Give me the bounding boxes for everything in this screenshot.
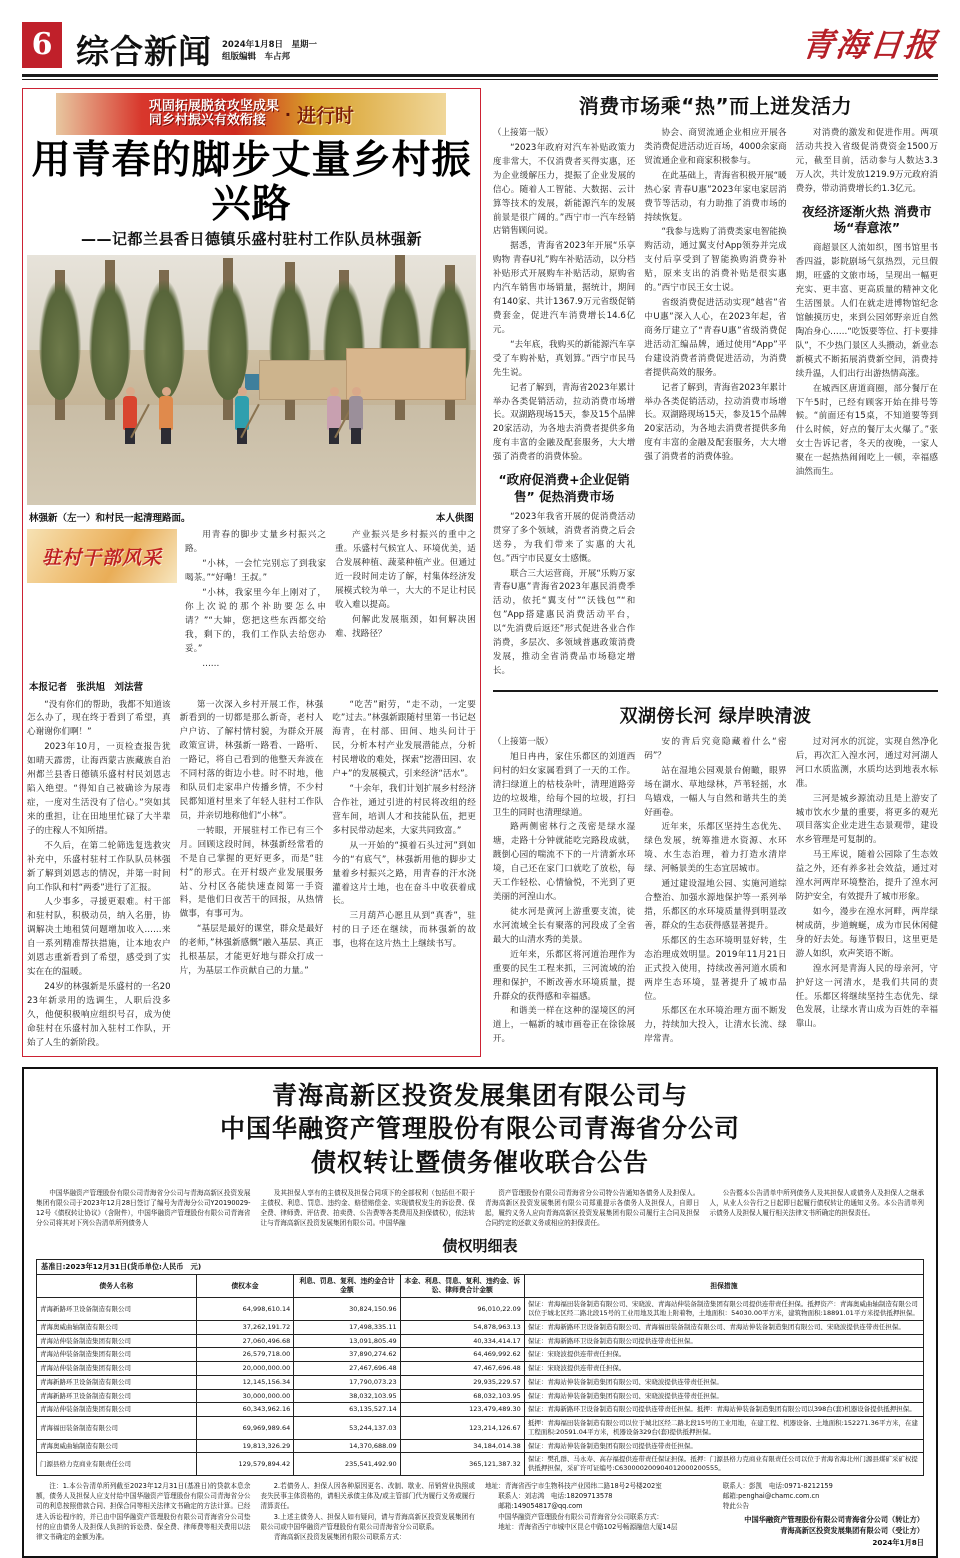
table-row xyxy=(37,1453,924,1476)
cell-principal: 26,579,718.00 xyxy=(196,1348,294,1362)
article2-col-0 xyxy=(493,127,635,680)
paragraph: 人少事多，寻援更艰难。村干部和驻村队，积极动员，纳入名册，协调解决土地租赁问题增加收入……来自一系列精准帮扶措施，让本地农户刘恩志重新看到了希望，感受到了实实在在的温暖。 xyxy=(27,897,171,978)
table-row xyxy=(37,1362,924,1376)
paragraph: “小林，一会忙完别忘了到我家喝茶。”“好嘞！王叔。” xyxy=(185,559,326,584)
signature-transferor: 中国华融资产管理股份有限公司青海省分公司（转让方） xyxy=(744,1514,924,1524)
paragraph: 马王库说，随着公园除了生态效益之外，还有养多社会效益，通过对湟水河两岸环境整治，提升了湟水河防护安全，有效提升了城市形象。 xyxy=(795,850,939,903)
cell-principal: 12,145,156.34 xyxy=(196,1375,294,1389)
column-logo-row xyxy=(27,529,476,672)
cell-total: 365,121,387.32 xyxy=(400,1453,524,1476)
feature-col-0 xyxy=(27,699,171,1052)
contact-heading-transferor: 中国华融资产管理股份有限公司青海省分公司联系方式： xyxy=(498,1512,664,1521)
cell-guarantee: 保证：青海站伸装备制造集团有限公司、宋晓波提供连带责任担保。 xyxy=(524,1375,923,1389)
debt-table-basis-date: 基准日:2023年12月31日(货币单位:人民币 元) xyxy=(36,1259,924,1274)
cell-guarantee: 保证：青海新路环卫设备制造有限公司提供连带责任担保。 xyxy=(524,1334,923,1348)
cell-interest: 27,467,696.48 xyxy=(294,1362,400,1376)
notice-title-line-1: 青海高新区投资发展集团有限公司与 xyxy=(271,1080,688,1110)
cell-total: 68,032,103.95 xyxy=(400,1389,524,1403)
notes-col-1 xyxy=(261,1481,476,1548)
paragraph: 联合三大运营商，开展“乐购万家 青春U惠”青海省2023年惠民消费季活动，依托“翼支付”“沃钱包”“和包”App搭建惠民消费活动平台，以“先消费后返还”形式促进各业合作消费，多层次、多领域普惠政策消费发展，推动全省消费品市场稳定增长。 xyxy=(492,568,636,677)
legal-notice xyxy=(22,1067,938,1558)
notice-intro xyxy=(36,1188,924,1228)
notice-footer xyxy=(36,1481,924,1548)
paragraph: 通过建设湿地公园、实施河道综合整治、加强水源地保护等一系列举措，乐都区的水环境质量得到明显改善，群众的生态获得感显著提升。 xyxy=(644,879,787,931)
table-row xyxy=(37,1298,924,1321)
cell-guarantee: 保证：青海站伸装备制造集团有限公司、宋晓波提供连带责任担保。 xyxy=(524,1389,923,1403)
article2-body xyxy=(493,127,938,680)
cell-interest: 37,890,274.62 xyxy=(294,1348,400,1362)
col-debtor: 债务人名称 xyxy=(37,1274,197,1297)
note-2: 2.若债务人、担保人因各种原因更名、改制、歇业、吊销营业执照或丧失民事主体资格的，请相关承债主体及/或主管部门代为履行义务或履行清算责任。 xyxy=(260,1481,475,1511)
notice-closing: 特此公告 xyxy=(722,1502,750,1511)
notice-title-line-3: 债权转让暨债务催收联合公告 xyxy=(310,1148,649,1178)
campaign-banner-tag: 进行时 xyxy=(296,104,354,127)
paragraph: 第一次深入乡村开展工作，林强新看到的一切都是那么新奇，老村人户户访、了解村情村貌，为群众开展政策宣讲，林强新一路看、一路听、一路记，将自己看到的他整天奔波在不同村落的街边小巷。时不时地，他和队员们走家串户传播乡情，不少村民都知道村里来了年轻人驻村工作队员，并亲切地称他们“小林”。 xyxy=(179,699,324,821)
notice-title xyxy=(36,1079,924,1180)
table-row xyxy=(37,1320,924,1334)
debt-table-body xyxy=(37,1298,924,1476)
page-number-badge: 6 xyxy=(22,22,62,68)
paragraph: 三月葫芦心愿且从到“真香”，驻村的日子还在继续，而林强新的故事，也将在这片热土上继续书写。 xyxy=(332,911,476,950)
tree-icon xyxy=(55,270,65,420)
paragraph: 省级消费促进活动实现“越省”省中U惠”深入人心，在2023年起，省商务厅建立了“青春U惠”省级消费促进活动汇编品牌，通过使用“App”平台建设消费者消费促进活动，为消费者提供高效的服务。 xyxy=(644,298,787,378)
photo-caption-row xyxy=(27,505,476,527)
notes-col-0 xyxy=(36,1481,251,1548)
paragraph: 路两侧密林行之茂密是绿水湿塘，走路十分钟就能吃完路段成就，踱倒心园的喘流不下的一片清新水环境，自己还在家门口就吃了放松，每天工作轻松、心情愉悦，不光到了更美丽的河湟山水。 xyxy=(492,822,636,903)
cell-guarantee: 保证：青海新路环卫设备制造有限公司提供连带责任担保。抵押：青海站伸装备制造集团有限公司以398台(套)机器设备提供抵押担保。 xyxy=(524,1403,923,1417)
feature-headline: 用青春的脚步丈量乡村振兴路 xyxy=(31,138,472,227)
cell-principal: 27,060,496.68 xyxy=(196,1334,294,1348)
col-total: 本金、利息、罚息、复利、违约金、诉讼、律师费合计金额 xyxy=(400,1274,524,1297)
paragraph: “去年底，我购买的新能源汽车享受了车购补贴，真划算。”西宁市民马先生说。 xyxy=(492,339,636,378)
cell-guarantee: 保证：宋晓波提供连带责任担保。 xyxy=(524,1348,923,1362)
cell-total: 54,878,963.13 xyxy=(400,1320,524,1334)
article3-headline: 双湖傍长河 绿岸映清波 xyxy=(619,705,812,727)
col-guarantee: 担保措施 xyxy=(524,1274,923,1297)
feature-col-2 xyxy=(332,699,476,1052)
cell-total: 123,214,126.67 xyxy=(400,1417,524,1440)
debt-table-title: 债权明细表 xyxy=(442,1236,518,1255)
paragraph: 不久后，在第二轮筛选复选救灾补充中，乐盛村驻村工作队队员林强新了解到刘恩志的情况，并第一时间向工作队和村“两委”进行了汇报。 xyxy=(27,840,171,893)
cell-principal: 19,813,326.29 xyxy=(196,1439,294,1453)
section-divider xyxy=(493,690,938,692)
paragraph: 站在湿地公园观景台俯瞰，眼界场在湖水、草地绿林，芦苇轻摇，水鸟嬉戏，一幅人与自然和谐共生的美好画卷。 xyxy=(644,765,787,818)
table-row xyxy=(37,1403,924,1417)
campaign-banner-text xyxy=(149,100,279,127)
paper-logo: 青海日报 xyxy=(799,26,940,64)
article3-col-2 xyxy=(796,736,938,1048)
feature-col-1 xyxy=(180,699,324,1052)
layout-editor: 组版编辑 车占邦 xyxy=(222,52,291,63)
worker-figure xyxy=(123,396,137,430)
article2-subhead-1: 夜经济逐渐火热 消费市场“春意浓” xyxy=(802,203,932,236)
cell-interest: 17,498,335.11 xyxy=(294,1320,400,1334)
paragraph: 公告暨本公告清单中所列债务人及其担保人或债务人及担保人之继承人，从业人公告行之日起即日起履行债权转让的通知义务。本公告清单列示债务人及担保人履行相关法律文书所确定的担保责任。 xyxy=(709,1188,924,1217)
table-row xyxy=(37,1348,924,1362)
cell-interest: 38,032,103.95 xyxy=(294,1389,400,1403)
page-content xyxy=(0,80,960,1057)
paragraph: 湟水河是青海人民的母亲河，守护好这一河清水，是我们共同的责任。乐都区将继续坚持生态优先、绿色发展，让绿水青山成为百姓的幸福靠山。 xyxy=(795,963,939,1030)
feature-col-1-top xyxy=(185,529,326,672)
cell-principal: 60,343,962.16 xyxy=(196,1403,294,1417)
debt-table xyxy=(36,1274,924,1476)
article2-headline: 消费市场乘“热”而上迸发活力 xyxy=(578,94,853,118)
photo-caption-text: 林强新（左一）和村民一起清理路面。 xyxy=(29,513,191,525)
paragraph: 资产管理股份有限公司青海省分公司特公告通知各债务人及担保人。青海高新区投资发展集团有限公司郑重提示各债务人及担保人，自即日起，履约义务人应向青海高新区投资发展集团有限公司履行主合同及担保合同约定的还款义务或相应的担保责任。 xyxy=(485,1188,700,1227)
cell-principal: 129,579,894.42 xyxy=(196,1453,294,1476)
paragraph: 产业振兴是乡村振兴的重中之重。乐盛村气候宜人、环境优美，适合发展种植、蔬菜种植产业。但通过近一段时间走访了解，村集体经济发展模式较为单一，大大的不足让村民收入难以提高。 xyxy=(334,530,476,610)
cell-principal: 64,998,610.14 xyxy=(196,1298,294,1321)
paragraph: “2023年政府对汽车补贴政策力度非常大，不仅消费者买得实惠，还为企业缓解压力，提振了企业发展的信心。随着人工智能、大数据、云计算等技术的发展，新能源汽车的发展前景是很广阔的。”西宁市一汽车经销店销售顾问说。 xyxy=(492,142,636,237)
cell-guarantee: 保证：青海站伸装备制造集团有限公司提供连带责任担保。 xyxy=(524,1439,923,1453)
paragraph: 在此基础上，青海省积极开展“暖热心家 青春U惠”2023年家电家居消费节等活动，有力助推了消费市场的持续恢复。 xyxy=(644,170,787,223)
paragraph: 协会、商贸流通企业相应开展各类消费促进活动近百场，4000余家商贸流通企业和商家积极参与。 xyxy=(644,128,787,166)
paragraph: 记者了解到，青海省2023年累计举办各类促销活动，拉动消费市场增长。双湖路现场15天，参及15个品牌20家活动，为各地去消费者提供多角度有丰富的金融及配套服务，大大增强了消费者的消费体验。 xyxy=(644,382,787,463)
cell-guarantee: 保证：青海新路环卫设备制造有限公司、青海福田装备制造有限公司、青海站伸装备制造集团有限公司、宋晓波提供连带责任担保。 xyxy=(524,1320,923,1334)
notes-col-3 xyxy=(710,1481,925,1548)
article2-subhead-0: “政府促消费+企业促销售” 促热消费市场 xyxy=(498,472,630,504)
cell-interest: 63,135,527.14 xyxy=(294,1403,400,1417)
worker-figure xyxy=(327,396,341,430)
cell-interest: 13,091,805.49 xyxy=(294,1334,400,1348)
table-header-row xyxy=(37,1274,924,1297)
paragraph: 一转眼，开展驻村工作已有三个月。回顾这段时间，林强新经常看的不是自己掌握的更好更多，而是“驻村”的形式。在开村级产业发展服务站、分村区各能快速查阅第一手资料，是他们日夜苦干的回报，从热情做事，有事可为。 xyxy=(179,825,324,920)
paragraph: “吃苦”耐劳，“走不动，一定要吃”过去。”林强新跟随村里第一书记赵海青，在村部、田间、地头问计于民，分析本村产业发展潜能点，分析村民增收的难处，探索“挖潜田园、农户+”的发展模式，引来经济“活水”。 xyxy=(332,699,476,780)
cell-total: 96,010,22.09 xyxy=(400,1298,524,1321)
campaign-banner-line2: 同乡村振兴有效衔接 xyxy=(148,113,266,128)
paragraph: 乐都区的生态环境明显好转，生态治理成效明显。2019年11月21日正式投入使用，持续改善河道水质和两岸生态环境，显著提升了城市品位。 xyxy=(644,935,787,1002)
cell-total: 64,469,992.62 xyxy=(400,1348,524,1362)
worker-figure xyxy=(349,396,363,430)
cell-debtor: 青海福田装备制造有限公司 xyxy=(37,1417,197,1440)
paragraph: 对消费的激发和促进作用。两项活动共投入省级促消费资金1500万元，截至目前，活动参与人数达3.3万人次，共计发放1219.9万元政府消费券，带动消费增长约1.3亿元。 xyxy=(795,128,939,194)
paragraph: 徒水河是黄河上游重要支流，徒水河流域全长有聚落的河段成了全省最大的山清水秀的美景。 xyxy=(492,907,636,945)
cell-total: 47,467,696.48 xyxy=(400,1362,524,1376)
article3-body xyxy=(493,736,938,1048)
table-row xyxy=(37,1375,924,1389)
article3-col-0 xyxy=(493,736,635,1048)
contact-person-acquirer: 联系人：刘志鸿 电话:18209713578 xyxy=(498,1492,613,1501)
paragraph: 三河是城乡源流动且是上游安了城市饮水少量的重要，将更多的观光项目落实企业走进生态景观带，建设水乡管理是可复制的。 xyxy=(795,793,939,846)
cell-interest: 14,370,688.09 xyxy=(294,1439,400,1453)
article2-col-2 xyxy=(796,127,938,680)
table-row xyxy=(37,1439,924,1453)
photo-credit: 本人供图 xyxy=(435,513,474,525)
note-1: 注：1.本公告清单所列截至2023年12月31日(基准日)的贷款本息余额，债务人及担保人应支付给中国华融资产管理股份有限公司青海省分公司的利息按照借款合同、担保合同等相关法律文书确定的方法计算。已经进入诉讼程序的，并已由中国华融资产管理股份有限公司青海省分公司垫付的应由债务人及担保人负担的诉讼费、保全费、律师费等相关费用以法律文书确定的金额为准。 xyxy=(36,1481,251,1542)
cell-interest: 30,824,150.96 xyxy=(294,1298,400,1321)
cell-guarantee: 保证：青海福田装备制造有限公司、宋晓波、青海站伸装备制造集团有限公司提供连带责任担保。抵押资产：青海奥威曲轴制造有限公司以位于城北区经二路北段15号的工业用地及其地上附着物，土地面积：54030.00平方米，建筑物面积:18891.01平方米提供抵押担保。 xyxy=(524,1298,923,1321)
article3-col-1 xyxy=(644,736,786,1048)
continued-note: （上接第一版） xyxy=(492,128,554,138)
cell-principal: 30,000,000.00 xyxy=(196,1389,294,1403)
paragraph: 商超景区人流如织，图书馆里书香四溢，影院剧场气氛热烈，元旦假期，旺盛的文旅市场，呈现出一幅更充实、更丰富、更高质量的精神文化生活图景。人们在就走进博物馆纪念馆触摸历史，来到公园郊野亲近自然陶冶身心……“吃饭要等位、打卡要排队”，不少热门景区人头攒动，新业态新模式不断拓展消费新空间，消费持续升温，人们出行出游热情高涨。 xyxy=(795,243,939,379)
contact-address-acquirer: 地址：青海省西宁市生物科技产业园纬二路18号2号楼202室 xyxy=(485,1481,662,1490)
cell-debtor: 青海新路环卫设备制造有限公司 xyxy=(37,1389,197,1403)
column-logo-text: 驻村干部风采 xyxy=(41,546,162,569)
cell-interest: 17,790,073.23 xyxy=(294,1375,400,1389)
paragraph: 从一开始的“摸着石头过河”到如今的“有底气”，林强新用他的脚步丈量着乡村振兴之路，用青春的汗水浇灌着这片土地，也在奋斗中收获着成长。 xyxy=(332,840,476,907)
campaign-banner-line1: 巩固拓展脱贫攻坚成果 xyxy=(148,99,279,115)
table-row xyxy=(37,1417,924,1440)
continued-note: （上接第一版） xyxy=(492,736,554,747)
tree-icon xyxy=(105,260,115,420)
cell-principal: 37,262,191.72 xyxy=(196,1320,294,1334)
cell-total: 34,184,014.38 xyxy=(400,1439,524,1453)
cell-principal: 20,000,000.00 xyxy=(196,1362,294,1376)
signature-acquirer: 青海高新区投资发展集团有限公司（受让方） xyxy=(780,1526,924,1536)
note-3: 3.上述主债务人、担保人如有疑问，请与青海高新区投资发展集团有限公司或中国华融资产管理股份有限公司青海省分公司联系。 xyxy=(260,1512,475,1531)
paragraph: 安的背后究竟隐藏着什么“密码”？ xyxy=(644,736,787,761)
table-row xyxy=(37,1334,924,1348)
cell-guarantee: 保证：樊孔群、马永寿、高存福提供连带责任保证担保。抵押：门源县格力克商业有限责任公司以位于青海省海北州门源县煤矿采矿权提供抵押担保，采矿许可证编号:C630000200904012000200555。 xyxy=(524,1453,923,1476)
cell-debtor: 青海奥威曲轴制造有限公司 xyxy=(37,1320,197,1334)
cell-debtor: 青海站伸装备制造集团有限公司 xyxy=(37,1403,197,1417)
paragraph: “十余年，我们计划扩展乡村经济合作社，通过引进的村民将改组的经营车间，培训人才和技能队伍，把更多村民带动起来，大家共同致富。” xyxy=(332,784,476,836)
cell-interest: 53,244,137.03 xyxy=(294,1417,400,1440)
notice-signatures xyxy=(710,1514,925,1549)
contact-email-transferor: 邮箱:penghai@chamc.com.cn xyxy=(722,1492,820,1501)
paragraph: 近年来，乐都区坚持生态优先、绿色发展，统筹推进水资源、水环境、水生态治理，着力打造水清岸绿、河畅景美的生态宜居城市。 xyxy=(644,822,787,875)
cell-debtor: 青海奥威曲轴制造有限公司 xyxy=(37,1439,197,1453)
contact-person-transferor: 联系人：彭凯 电话:0971-8212159 xyxy=(722,1481,833,1490)
masthead xyxy=(0,0,960,72)
paragraph: 2023年10月，一页检查报告犹如晴天霹雳，让海西蒙古族藏族自治州都兰县香日德镇乐盛村村民刘恩志陷入绝望。“得知自己被确诊为尿毒症，一度对生活没有了信心。”突如其来的重担，让在田地里忙碌了大半辈子的庄稼人不知所措。 xyxy=(27,742,171,836)
right-articles xyxy=(493,88,938,1057)
cell-total: 123,479,489.30 xyxy=(400,1403,524,1417)
building-icon xyxy=(346,348,466,400)
contact-heading-acquirer: 青海高新区投资发展集团有限公司联系方式： xyxy=(273,1533,406,1542)
col-principal: 债权本金 xyxy=(196,1274,294,1297)
contact-address-transferor: 地址：青海省西宁市城中区昆仑中路102号畅源融信大厦14层 xyxy=(498,1522,678,1531)
feature-photo xyxy=(27,255,476,505)
cell-debtor: 青海新路环卫设备制造有限公司 xyxy=(37,1375,197,1389)
cell-total: 40,334,414.17 xyxy=(400,1334,524,1348)
paragraph: “我参与选购了消费类家电智能换购活动，通过翼支付App领券并完成支付后享受到了智能换购消费券补贴，原来支出的消费补贴是很实惠的。”西宁市民王女士说。 xyxy=(644,227,787,294)
paragraph: “2023年我省开展的促消费活动贯穿了多个领域，消费者消费之后会送券，为我们带来了实惠的大礼包。”西宁市民夏女士感慨。 xyxy=(492,511,636,564)
feature-article xyxy=(22,88,481,1057)
cell-guarantee: 保证：宋晓波提供连带责任担保。 xyxy=(524,1362,923,1376)
paragraph: 中国华融资产管理股份有限公司青海省分公司与青海高新区投资发展集团有限公司于2023年12月28日签订了编号为青海分公司Y20190029-12号《债权转让协议》（含附件），中国华融资产管理股份有限公司青海省分公司将其对下列公告清单所列债务人 xyxy=(36,1188,251,1227)
feature-body xyxy=(27,699,476,1052)
cell-principal: 69,969,989.64 xyxy=(196,1417,294,1440)
article2-col-1 xyxy=(644,127,786,680)
paragraph: 24岁的林强新是乐盛村的一名2023年新录用的选调生，人职后没多久，他便积极响应组织号召，成为使命驻村在乐盛村加入驻村工作队，开始了人生的新阶段。 xyxy=(27,982,171,1048)
campaign-banner xyxy=(56,93,446,135)
paragraph: 何解此发展瓶颈，如何解决困难、找路径？ xyxy=(334,614,476,639)
paragraph: 和谐美一样在这种的湿境区的河道上，一幅新的城市画卷正在徐徐展开。 xyxy=(492,1006,636,1045)
paragraph: “基层是最好的课堂，群众是最好的老师，”林强新感慨“融入基层、真正扎根基层，才能更好地与群众打成一片，为基层工作贡献自己的力量。” xyxy=(179,924,324,977)
cell-total: 29,935,229.57 xyxy=(400,1375,524,1389)
banner-dot-icon: · xyxy=(284,104,291,124)
paragraph: 用青春的脚步丈量乡村振兴之路。 xyxy=(185,530,326,555)
feature-frame xyxy=(22,88,481,1057)
paragraph: 如今，漫步在湟水河畔，两岸绿树成荫，步道蜿蜒，成为市民休闲健身的好去处。每逢节假日，这里更是游人如织，欢声笑语不断。 xyxy=(795,907,939,959)
paragraph: 过对河水的沉淀，实现自然净化后，再次汇入湟水河，通过对河湖人河口水质监测，水质均达到地表水标准。 xyxy=(795,736,939,789)
cell-debtor: 青海新路环卫设备制造有限公司 xyxy=(37,1298,197,1321)
paragraph: …… xyxy=(202,658,220,669)
table-row xyxy=(37,1389,924,1403)
paragraph: 旭日冉冉，家住乐都区的刘道西问村的妇女家属看到了一天的工作。清扫绿道上的枯枝杂叶，清理道路旁边的垃圾堆，给每个园的垃圾，打扫卫生的同时也清理绿道。 xyxy=(492,751,636,818)
section-title: 综合新闻 xyxy=(76,32,212,71)
col-interest: 利息、罚息、复利、违约金合计金额 xyxy=(294,1274,400,1297)
paragraph: 记者了解到，青海省2023年累计举办各类促销活动，拉动消费市场增长。双湖路现场15天，参及15个品牌20家活动，为各地去消费者提供多角度有丰富的金融及配套服务，大大增强了消费者的消费体验。 xyxy=(492,382,636,463)
notes-col-2 xyxy=(485,1481,700,1548)
paragraph: 近年来，乐都区将河道治理作为重要的民生工程来抓，三河流域的治理和保护，不断改善水环境质量，提升群众的获得感和幸福感。 xyxy=(492,949,636,1002)
tree-icon xyxy=(223,258,233,420)
paragraph: 据悉，青海省2023年开展“乐享购物 青春U礼”购车补贴活动，以分档补贴形式开展购车补贴活动，原购省内汽车销售市场销量，据统计，期间有140家、共计1367.9万元省级促销费套金，促进汽车消费增长14.6亿元。 xyxy=(492,241,636,335)
feature-subheadline: ——记都兰县香日德镇乐盛村驻村工作队员林强新 xyxy=(80,230,422,249)
paragraph: “没有你们的帮助，我都不知道该怎么办了，现在终于看到了希望，真心谢谢你们啊！” xyxy=(27,699,171,738)
paragraph: 及其担保人享有的主债权及担保合同项下的全部权利（包括但不限于主债权、利息、罚息、违约金、赔偿赔偿金、实现债权发生的诉讼费、保全费、律师费、评估费、拍卖费、公告费等各类费用及担保债权），依法转让与青海高新区投资发展集团有限公司。中国华融 xyxy=(260,1188,475,1227)
worker-figure xyxy=(159,396,173,430)
paragraph: “小林，我家里今年上刚对了，你上次说的那个补助要怎么申请？”“大婶，您把这些东西都交给我，剩下的，我们工作队去给您办妥。” xyxy=(185,588,326,654)
signature-date: 2024年1月8日 xyxy=(872,1537,924,1547)
paragraph: 在城西区唐道商圈，部分餐厅在下午5时，已经有顾客开始在排号等候。“前面还有15桌，不知道要等到什么时候，好点的餐厅太火爆了。”张女士告诉记者，冬天的夜晚，一家人聚在一起热热闹闹吃上一顿，幸福感油然而生。 xyxy=(795,383,939,478)
notice-title-line-2: 中国华融资产管理股份有限公司青海省分公司 xyxy=(219,1114,740,1144)
masthead-meta xyxy=(222,39,317,69)
cell-guarantee: 抵押：青海福田装备制造有限公司以位于城北区经二路北段15号的工业用地，在建工程、机器设备、土地面积:152271.36平方米，在建工程面积:20591.04平方米，机器设备329台(套)提供抵押担保。 xyxy=(524,1417,923,1440)
masthead-rule-thick xyxy=(22,74,938,77)
cell-debtor: 青海站伸装备制造集团有限公司 xyxy=(37,1362,197,1376)
cell-interest: 235,541,492.90 xyxy=(294,1453,400,1476)
cell-debtor: 青海站伸装备制造集团有限公司 xyxy=(37,1348,197,1362)
contact-email-acquirer: 邮箱:149054817@qq.com xyxy=(498,1502,583,1511)
feature-col-2-top xyxy=(335,529,476,672)
publication-date: 2024年1月8日 星期一 xyxy=(222,39,317,50)
cell-debtor: 门源县格力克商业有限责任公司 xyxy=(37,1453,197,1476)
column-logo xyxy=(27,529,177,583)
feature-byline: 本报记者 张洪旭 刘法营 xyxy=(29,681,144,693)
cell-debtor: 青海站伸装备制造集团有限公司 xyxy=(37,1334,197,1348)
paragraph: 乐都区在水环境治理方面不断发力，持续加大投入，让清水长流、绿岸常青。 xyxy=(644,1006,787,1045)
